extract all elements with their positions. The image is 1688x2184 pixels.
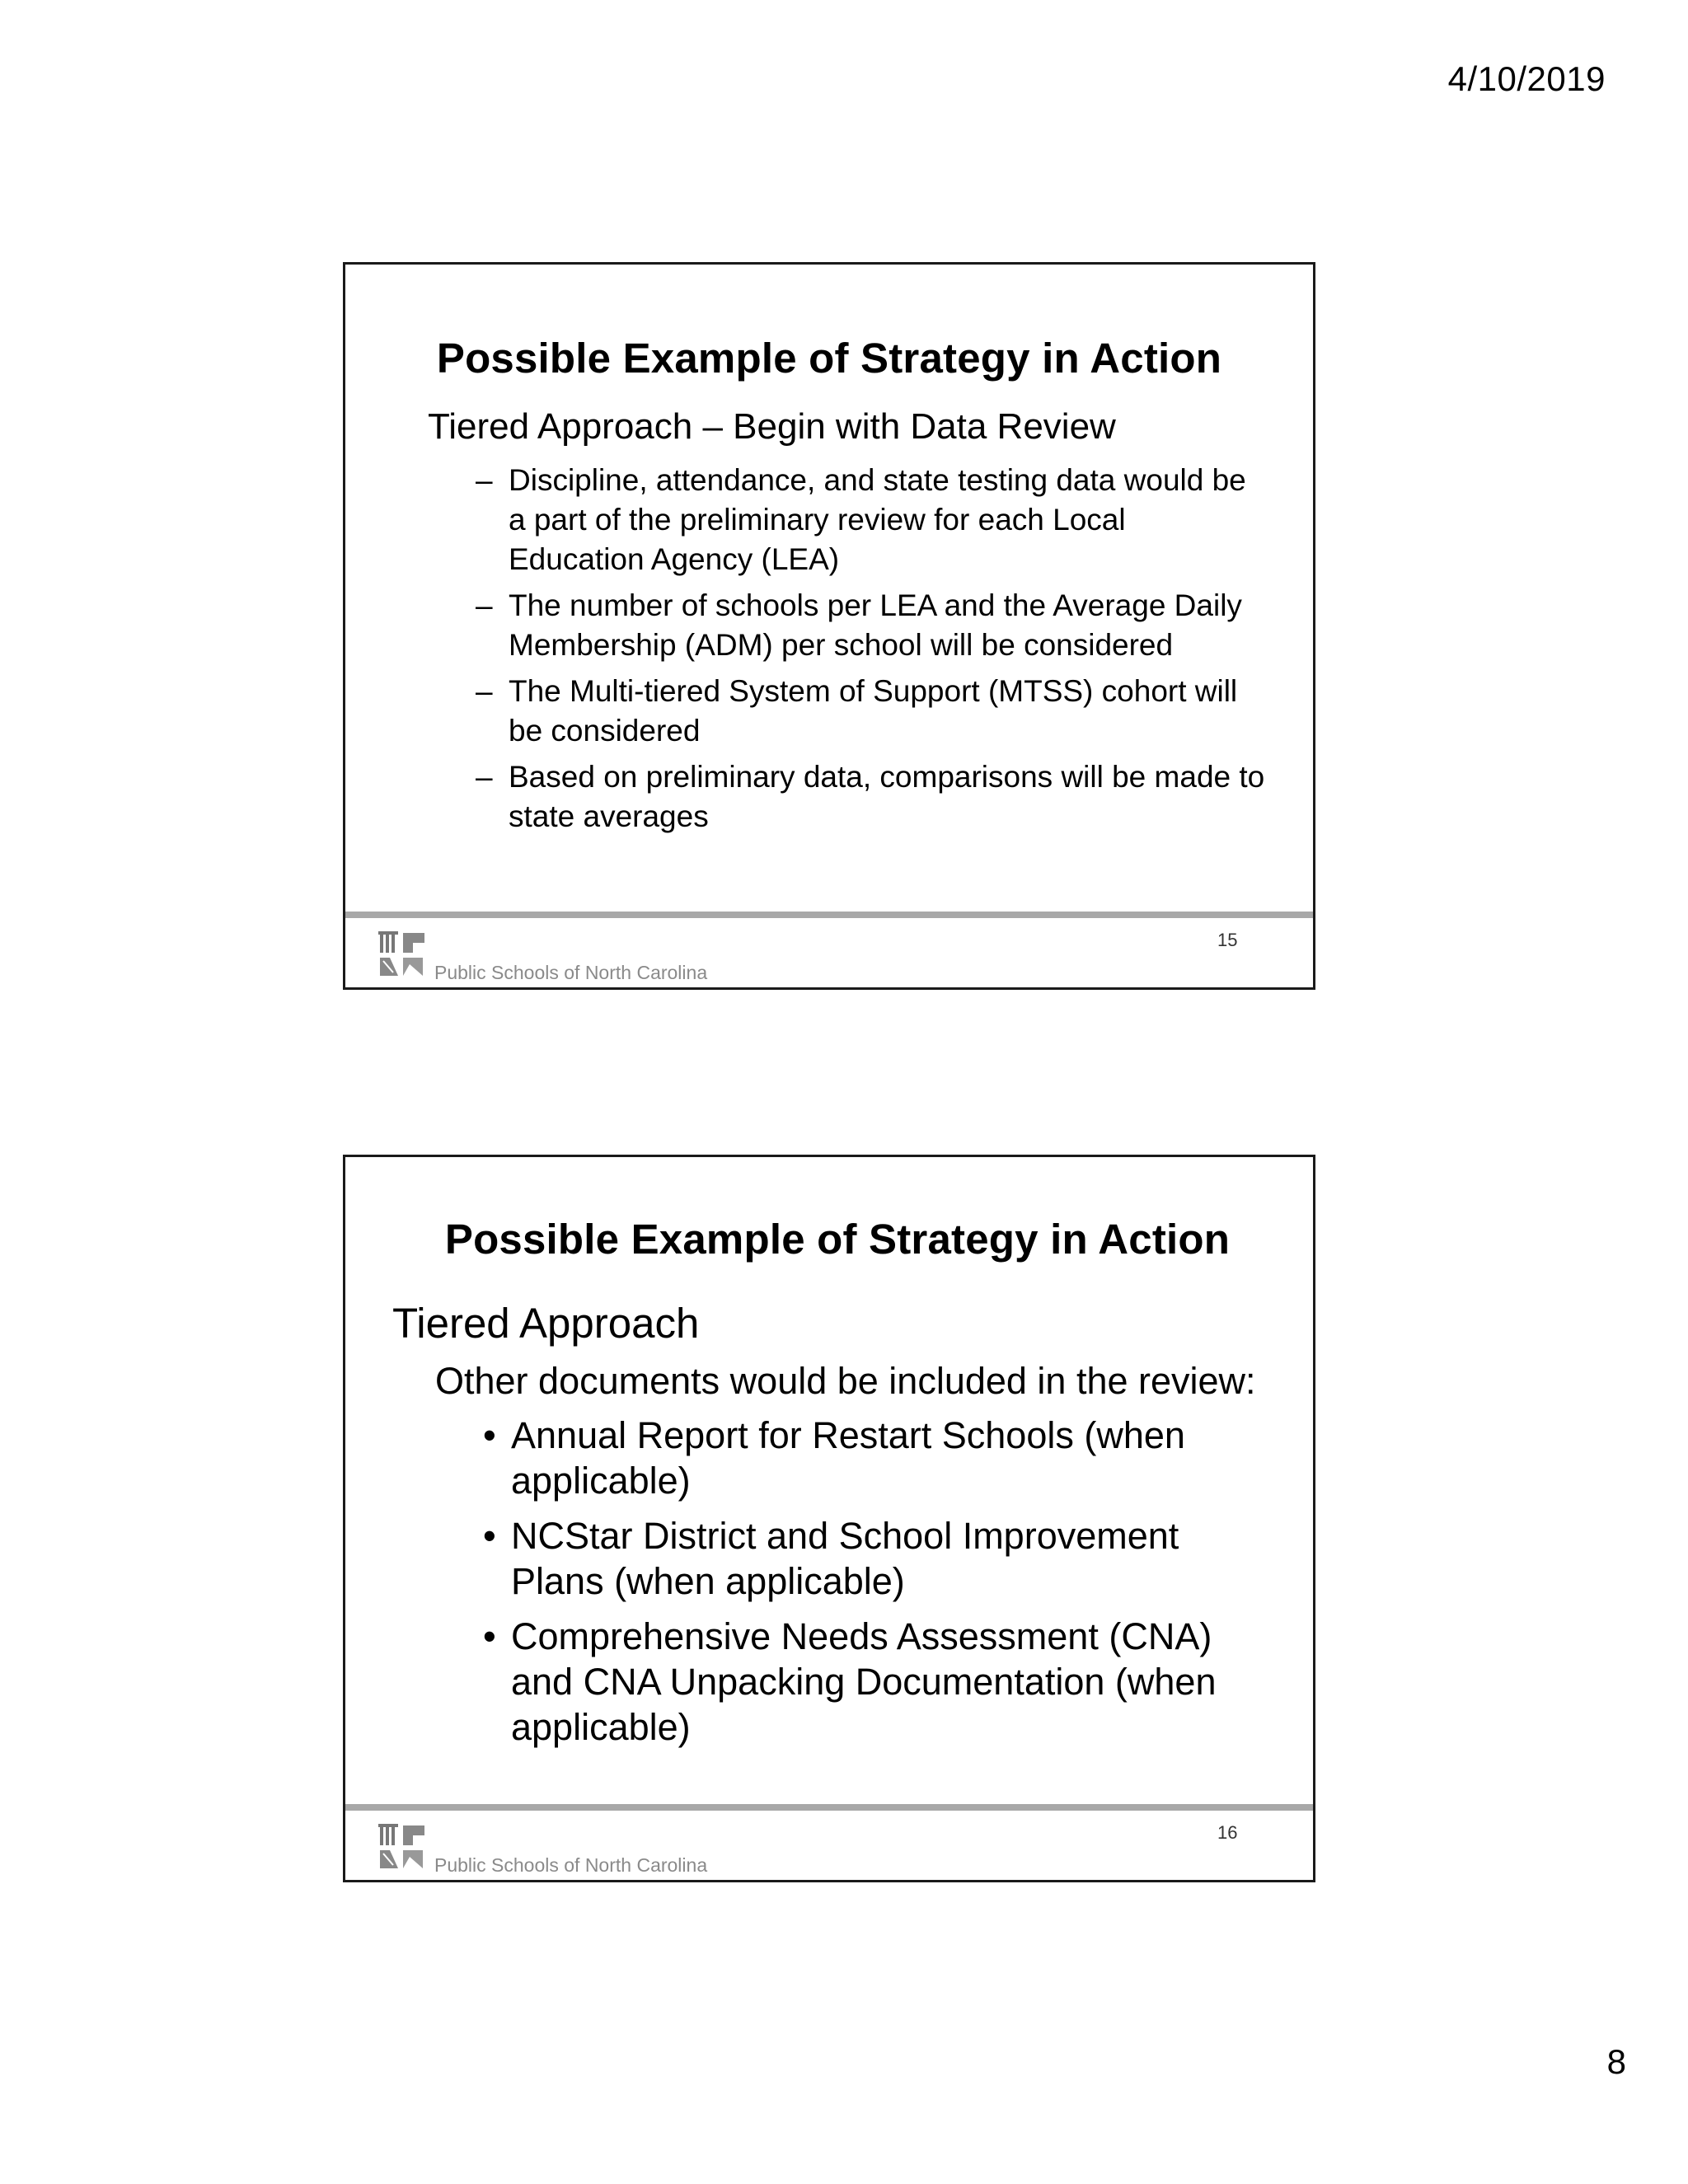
slide-heading: Tiered Approach: [392, 1300, 700, 1347]
list-item: [483, 1614, 1274, 1750]
footer-org-name: Public Schools of North Carolina: [434, 1854, 708, 1876]
slide-subheading: Other documents would be included in the review:: [435, 1360, 1256, 1402]
dash-bullet-icon: –: [476, 674, 493, 708]
bullet-icon: •: [483, 1414, 496, 1456]
slide-15: [343, 262, 1315, 990]
slide-title: Possible Example of Strategy in Action: [436, 335, 1222, 382]
list-item: [476, 757, 1267, 837]
footer-divider: [345, 912, 1313, 918]
slide-number: 16: [1217, 1822, 1238, 1843]
list-item-text: Based on preliminary data, comparisons will be made to state averages: [509, 760, 1265, 833]
list-item-text: Comprehensive Needs Assessment (CNA) and CNA Unpacking Documentation (when applicable): [511, 1615, 1217, 1748]
bullet-list: [483, 1413, 1274, 1760]
nc-public-schools-logo-icon: [378, 1824, 428, 1870]
list-item: [476, 586, 1267, 665]
nc-public-schools-logo-icon: [378, 931, 428, 977]
list-item: [476, 461, 1267, 579]
list-item-text: The Multi-tiered System of Support (MTSS) cohort will be considered: [509, 674, 1238, 748]
list-item: [476, 672, 1267, 751]
dash-bullet-icon: –: [476, 463, 493, 497]
dash-bullet-icon: –: [476, 760, 493, 794]
bullet-icon: •: [483, 1515, 496, 1557]
page-number: 8: [1606, 2042, 1626, 2081]
bullet-list: [476, 461, 1267, 843]
slide-title: Possible Example of Strategy in Action: [444, 1216, 1231, 1263]
list-item-text: Discipline, attendance, and state testing data would be a part of the preliminary review for each Local Education Agency (LEA): [509, 463, 1246, 576]
footer-org-name: Public Schools of North Carolina: [434, 962, 708, 983]
list-item: [483, 1413, 1274, 1503]
slide-16: [343, 1155, 1315, 1882]
list-item-text: The number of schools per LEA and the Average Daily Membership (ADM) per school will be considered: [509, 588, 1242, 662]
list-item: [483, 1513, 1274, 1604]
dash-bullet-icon: –: [476, 588, 493, 622]
page-date: 4/10/2019: [1447, 59, 1606, 98]
bullet-icon: •: [483, 1615, 496, 1657]
slide-heading: Tiered Approach – Begin with Data Review: [428, 406, 1116, 447]
list-item-text: NCStar District and School Improvement Plans (when applicable): [511, 1515, 1179, 1602]
footer-divider: [345, 1804, 1313, 1811]
list-item-text: Annual Report for Restart Schools (when applicable): [511, 1414, 1185, 1502]
slide-number: 15: [1217, 930, 1238, 950]
